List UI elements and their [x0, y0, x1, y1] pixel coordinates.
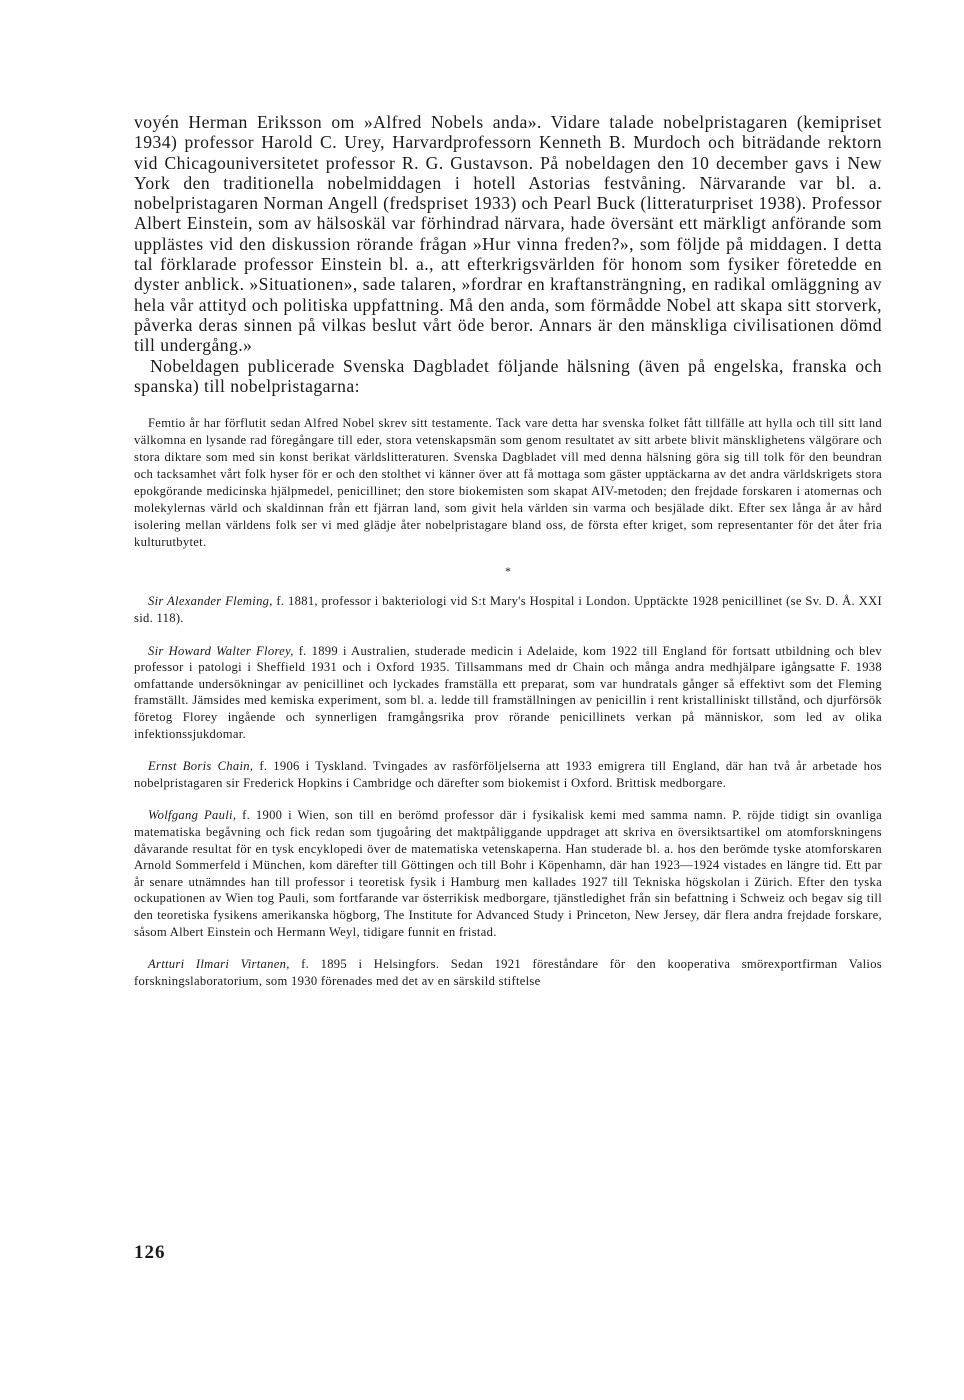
biography-entry — [134, 593, 882, 626]
biography-name: Wolfgang Pauli, — [148, 808, 237, 823]
biography-name: Ernst Boris Chain, — [148, 759, 254, 774]
main-text — [134, 112, 882, 396]
biography-entry — [134, 643, 882, 743]
page-number: 126 — [134, 1242, 166, 1263]
greeting-letter — [134, 415, 882, 550]
biography-text: f. 1895 i Helsingfors. Sedan 1921 föreståndare för den kooperativa smörexportfirman Valios forskningslaboratorium, som 1930 förenades med det av en särskild stiftelse — [134, 957, 883, 988]
biographies — [134, 593, 882, 989]
biography-text: f. 1899 i Australien, studerade medicin i Adelaide, kom 1922 till England för fortsatt utbildning och blev professor i patologi i Sheffield 1931 och i Oxford 1935. Tillsammans med dr Chain och många andra medhjälpare igångsatte F. 1938 omfattande undersökningar av penicillinet och lyckades framställa ett preparat, som var hundratals gånger så effektivt som det Fleming framställt. Jämsides med kemiska experiment, som bl. a. ledde till framställningen av penicillin i rent kristalliniskt tillstånd, och djurförsök företog Florey ingående och synnerligen framgångsrika prov rörande penicillinets verkan på människor, som led av olika infektionssjukdomar. — [134, 643, 882, 741]
biography-text: f. 1900 i Wien, son till en berömd professor där i fysikalisk kemi med samma namn. P. röjde tidigt sin ovanliga matematiska begåvning och fick redan som tjugoåring det maktpåliggande uppdraget att skriva en översiktsartikel om atomforskningens dåvarande resultat för en tysk encyklopedi över de matematiska vetenskaperna. Han studerade bl. a. hos den berömde tyske atomforskaren Arnold Sommerfeld i München, kom därefter till Göttingen och till Bohr i Köpenhamn, där han 1923—1924 vistades en längre tid. Ett par år senare utnämndes han till professor i teoretisk fysik i Hamburg men kallades 1927 till Tekniska högskolan i Zürich. Efter den tyska ockupationen av Wien tog Pauli, som fortfarande var österrikisk medborgare, tjänstledighet från sin befattning i Schweiz och begav sig till den teoretiska fysikens amerikanska högborg, The Institute for Advanced Study i Princeton, New Jersey, där flera andra frejdade forskare, såsom Albert Einstein och Hermann Weyl, tidigare funnit en fristad. — [134, 808, 882, 939]
section-separator: * — [505, 564, 511, 579]
biography-name: Sir Howard Walter Florey, — [148, 643, 294, 658]
biography-entry — [134, 758, 882, 791]
main-paragraph: Nobeldagen publicerade Svenska Dagbladet följande hälsning (även på engelska, franska och spanska) till nobelpristagarna: — [134, 355, 882, 396]
biography-entry — [134, 807, 882, 940]
main-paragraph: voyén Herman Eriksson om »Alfred Nobels anda». Vidare talade nobelpristagaren (kemipriset 1934) professor Harold C. Urey, Harvardprofessorn Kenneth B. Murdoch och biträdande rektorn vid Chicagouniversitetet professor R. G. Gustavson. På nobeldagen den 10 december gavs i New York den traditionella nobelmiddagen i hotell Astorias festvåning. Närvarande var bl. a. nobelpristagaren Norman Angell (fredspriset 1933) och Pearl Buck (litteraturpriset 1938). Professor Albert Einstein, som av hälsoskäl var förhindrad närvara, hade översänt ett märkligt anförande som upplästes vid den diskussion rörande frågan »Hur vinna freden?», som följde på middagen. I detta tal förklarade professor Einstein bl. a., att efterkrigsvärlden för honom som fysiker företedde en dyster anblick. »Situationen», sade talaren, »fordrar en kraftansträngning, en radikal omläggning av hela vår attityd och politiska uppfattning. Må den anda, som förmådde Nobel att skapa sitt storverk, påverka deras sinnen på vilkas beslut vårt öde beror. Annars är den mänskliga civilisationen dömd till undergång.» — [134, 112, 882, 356]
biography-name: Artturi Ilmari Virtanen, — [148, 957, 290, 972]
biography-text: f. 1906 i Tyskland. Tvingades av rasförföljelserna att 1933 emigrera till England, där han två år arbetade hos nobelpristagaren sir Frederick Hopkins i Cambridge och därefter som biokemist i Oxford. Brittisk medborgare. — [134, 759, 882, 790]
biography-entry — [134, 956, 882, 989]
biography-text: f. 1881, professor i bakteriologi vid S:t Mary's Hospital i London. Upptäckte 1928 penicillinet (se Sv. D. Å. XXI sid. 118). — [134, 594, 882, 625]
greeting-text: Femtio år har förflutit sedan Alfred Nobel skrev sitt testamente. Tack vare detta har svenska folket fått tillfälle att hylla och till sitt land välkomna en lysande rad föregångare till eder, stora vetenskapsmän som genom resultatet av sitt arbete blivit mänsklighetens välgörare och stora diktare som med sin konst berikat världslitteraturen. Svenska Dagbladet vill med denna hälsning göra sig till tolk för den beundran och tacksamhet vårt folk hyser för er och den stolthet vi känner över att få mottaga som gäster upptäckarna av det andra världskrigets stora epokgörande medicinska hjälpmedel, penicillinet; den store biokemisten som skapat AIV-metoden; den frejdade forskaren i atomernas och molekylernas värld och skaldinnan från ett fjärran land, som givit hela världen sin varma och besjälade dikt. Efter sex långa år av hård isolering mellan världens folk ser vi med glädje åter nobelpristagare bland oss, de första efter kriget, som representanter för det åter fria kulturutbytet. — [134, 416, 882, 549]
biography-name: Sir Alexander Fleming, — [148, 594, 273, 609]
